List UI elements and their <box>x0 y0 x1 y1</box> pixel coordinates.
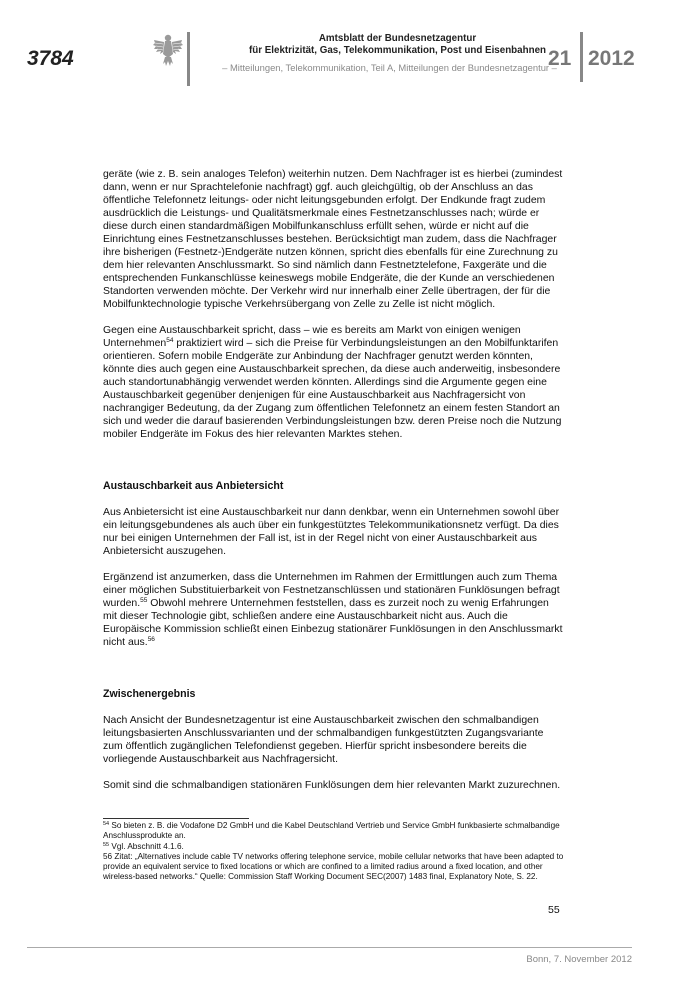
paragraph: Somit sind die schmalbandigen stationären Funklösungen dem hier relevanten Markt zuzurechnen. <box>103 780 561 791</box>
paragraph-text: Gegen eine Austauschbarkeit spricht, dass – wie es bereits am Markt von einigen wenigen Unternehmen <box>103 325 521 349</box>
footnote <box>103 842 565 852</box>
paragraph-text: praktiziert wird – sich die Preise für Verbindungsleistungen an den Mobilfunktarifen orientieren. Sofern mobile Endgeräte zur Anbindung der Nachfrager genutzt werden könnten, könnte dies auch gegen eine Austauschbarkeit sprechen, da diese auch anderweitig, insbesondere auch standortunabhängig verwendet werden könnten. Allerdings sind die Argumente gegen eine Austauschbarkeit gegenüber denjenigen für eine Austauschbarkeit aus Nachfragersicht von nachrangiger Bedeutung, da der Zugang zum öffentlichen Telefonnetz an einem festen Standort an sich und weder die darauf basierenden Verbindungsleistungen bzw. deren Preise noch die Nutzung mobiler Endgeräte im Fokus des hier relevanten Marktes stehen. <box>103 338 562 440</box>
footnote-ref[interactable]: 54 <box>166 337 174 344</box>
publication-title <box>205 33 590 57</box>
header-divider <box>187 32 190 86</box>
page-number-left: 3784 <box>27 47 74 70</box>
paragraph <box>103 324 563 441</box>
publication-title-line2: für Elektrizität, Gas, Telekommunikation, Post und Eisenbahnen <box>248 45 547 56</box>
paragraph: Nach Ansicht der Bundesnetzagentur ist eine Austauschbarkeit zwischen den schmalbandigen leitungsbasierten Anschlussvarianten und der schmalbandigen funkgestützten Zugangsvariante zum öffentlich zugänglichen Telefondienst gegeben. Hierfür spricht insbesondere bereits die vorliegende Austauschbarkeit aus Nachfragersicht. <box>103 715 544 765</box>
footnote-text: So bieten z. B. die Vodafone D2 GmbH und die Kabel Deutschland Vertrieb und Service GmbH funkbasierte schmalbandige Anschlussprodukte an. <box>103 821 560 841</box>
footnote-number: 55 <box>103 841 110 848</box>
section-heading: Austauschbarkeit aus Anbietersicht <box>103 480 284 492</box>
footnote: 56 Zitat: „Alternatives include cable TV networks offering telephone service, mobile cellular networks that have been adapted to provide an equivalent service to fixed locations or which are confined to a limited radius around a fixed location, and other wireless-based networks.“ Quelle: Commission Staff Working Document SEC(2007) 1483 final, Explanatory Note, S. 22. <box>103 851 564 882</box>
paragraph: Aus Anbietersicht ist eine Austauschbarkeit nur dann denkbar, wenn ein Unternehmen sowohl über ein leitungsgebundenes als auch über ein funkgestütztes Telekommunikationsnetz verfügt. Da dies nur bei einigen Unternehmen der Fall ist, ist in der Regel nicht von einer Austauschbarkeit aus Anbietersicht auszugehen. <box>103 507 560 557</box>
footer-date: Bonn, 7. November 2012 <box>526 954 632 965</box>
section-heading: Zwischenergebnis <box>103 688 196 700</box>
paragraph <box>103 571 563 649</box>
federal-eagle-icon <box>152 32 184 68</box>
footnote <box>103 821 565 842</box>
footnote-text: Vgl. Abschnitt 4.1.6. <box>109 841 184 851</box>
paragraph: geräte (wie z. B. sein analoges Telefon) weiterhin nutzen. Dem Nachfrager ist es hierbei (zumindest dann, wenn er nur Sprachtelefonie nachfragt) ggf. auch gleichgültig, ob der Anschluss an das öffentliche Telefonnetz leitungs- oder nicht leitungsgebunden erfolgt. Der Endkunde fragt zudem ausdrücklich die Leistungs- und Qualitätsmerkmale eines Festnetzanschlusses nach; würde er diese durch einen standardmäßigen Mobilfunkanschluss erfüllt sehen, würde er nicht auf die Einrichtung eines Festnetzanschlusses bestehen. Berücksichtigt man zudem, dass die Nachfrager ihre bisherigen (Festnetz-)Endgeräte nutzen können, spricht dies ebenfalls für eine Zurechnung zu dem hier relevanten Anschlussmarkt. So sind nämlich dann Festnetztelefone, Faxgeräte und die entsprechenden Funkanschlüsse keineswegs mobile Endgeräte, die der Kunde an verschiedenen Standorten verwenden möchte. Der Verkehr wird nur innerhalb einer Zelle übertragen, der für die Mobilfunktechnologie typische Verkehrsübergang von Zelle zu Zelle ist nicht möglich. <box>103 169 563 310</box>
paragraph-text: Ergänzend ist anzumerken, dass die Unternehmen im Rahmen der Ermittlungen auch zum Thema einer möglichen Substituierbarkeit von Festnetzanschlüssen und stationären Funklösungen befragt wurden. <box>103 572 560 609</box>
publication-title-line1: Amtsblatt der Bundesnetzagentur <box>318 33 477 44</box>
footnotes <box>103 821 565 883</box>
footnote-ref[interactable]: 56 <box>147 636 155 643</box>
page-number-bottom: 55 <box>548 904 560 916</box>
footnote-ref[interactable]: 55 <box>140 597 148 604</box>
footnote-number: 54 <box>103 821 110 827</box>
paragraph-text: Obwohl mehrere Unternehmen feststellen, dass es zurzeit noch zu wenig Erfahrungen mit dieser Technologie gibt, schließen andere eine Austauschbarkeit nicht aus. Auch die Europäische Kommission schließt einen Einbezug stationärer Funklösungen in den Anschlussmarkt nicht aus. <box>103 598 563 648</box>
publication-subtitle: – Mitteilungen, Telekommunikation, Teil A, Mitteilungen der Bundesnetzagentur – <box>222 62 557 73</box>
footnote-rule <box>103 818 249 819</box>
main-text <box>103 168 563 805</box>
issue-divider <box>580 32 583 82</box>
issue-year: 2012 <box>588 47 635 70</box>
issue-number: 21 <box>548 47 572 70</box>
footer-rule <box>27 947 632 948</box>
